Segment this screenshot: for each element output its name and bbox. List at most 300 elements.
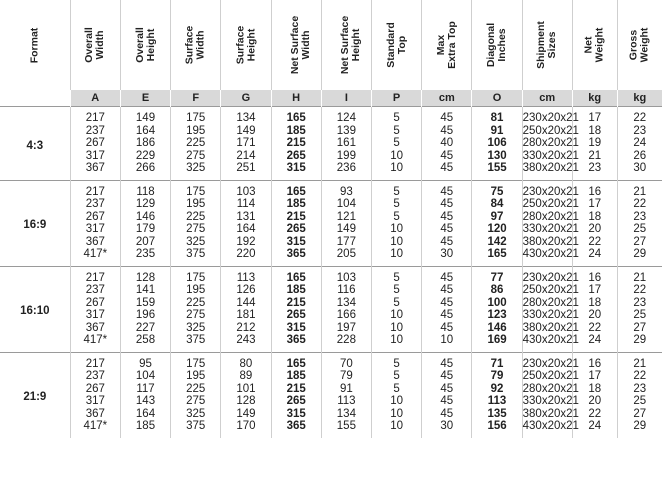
table-cell: 380x20x21 (522, 162, 572, 180)
table-cell: 118 (120, 180, 170, 198)
table-cell: 29 (617, 334, 662, 352)
table-cell: 177 (321, 236, 371, 249)
column-header-label: Diagonal Inches (485, 22, 509, 68)
table-cell: 197 (321, 322, 371, 335)
table-cell: 225 (171, 211, 221, 224)
format-label: 21:9 (23, 391, 47, 404)
table-cell: 101 (221, 383, 271, 396)
table-row (0, 408, 662, 421)
table-cell: 367 (70, 162, 120, 180)
table-cell: 165 (271, 180, 321, 198)
table-cell: 317 (70, 223, 120, 236)
column-unit-7: P (371, 90, 421, 107)
table-cell: 220 (221, 248, 271, 266)
table-cell: 45 (422, 107, 472, 125)
table-cell: 45 (422, 383, 472, 396)
table-cell: 10 (371, 322, 421, 335)
table-cell: 130 (472, 150, 522, 163)
table-cell: 185 (271, 284, 321, 297)
table-cell: 117 (120, 383, 170, 396)
table-cell: 27 (617, 236, 662, 249)
table-cell: 95 (120, 352, 170, 370)
table-cell: 159 (120, 297, 170, 310)
table-cell: 149 (221, 408, 271, 421)
table-cell: 18 (572, 297, 617, 310)
table-cell: 217 (70, 352, 120, 370)
table-cell: 317 (70, 395, 120, 408)
column-unit-11: kg (572, 90, 617, 107)
format-label: 16:10 (20, 305, 50, 318)
table-cell: 100 (472, 297, 522, 310)
table-cell: 237 (70, 125, 120, 138)
table-cell: 155 (472, 162, 522, 180)
table-cell: 143 (120, 395, 170, 408)
table-cell: 29 (617, 248, 662, 266)
table-cell: 243 (221, 334, 271, 352)
table-cell: 40 (422, 137, 472, 150)
table-cell: 134 (321, 408, 371, 421)
table-cell: 27 (617, 408, 662, 421)
column-header-10 (522, 0, 572, 90)
table-row (0, 236, 662, 249)
table-cell: 22 (617, 198, 662, 211)
table-cell: 380x20x21 (522, 407, 579, 420)
table-cell: 80 (221, 352, 271, 370)
table-cell: 135 (472, 408, 522, 421)
table-row (0, 297, 662, 310)
table-cell: 120 (472, 223, 522, 236)
format-label: 16:9 (23, 219, 47, 232)
table-cell: 164 (120, 125, 170, 138)
table-cell: 16 (572, 180, 617, 198)
column-unit-5: H (271, 90, 321, 107)
table-cell: 199 (321, 150, 371, 163)
table-cell: 267 (70, 297, 120, 310)
column-unit-1: A (70, 90, 120, 107)
table-cell: 23 (617, 383, 662, 396)
table-cell: 212 (221, 322, 271, 335)
table-cell: 250x20x21 (522, 198, 579, 210)
table-cell: 175 (171, 352, 221, 370)
table-cell: 103 (221, 180, 271, 198)
table-cell: 89 (221, 370, 271, 383)
column-unit-2: E (120, 90, 170, 107)
table-cell: 375 (171, 334, 221, 352)
table-cell: 23 (617, 211, 662, 224)
table-row (0, 322, 662, 335)
table-cell: 45 (422, 370, 472, 383)
table-cell: 365 (271, 334, 321, 352)
table-cell: 215 (271, 383, 321, 396)
table-row (0, 198, 662, 211)
table-cell: 45 (422, 309, 472, 322)
table-cell: 71 (472, 352, 522, 370)
table-cell: 195 (171, 370, 221, 383)
table-row (0, 125, 662, 138)
table-cell: 230x20x21 (522, 107, 572, 125)
table-cell: 217 (70, 266, 120, 284)
table-cell: 84 (472, 198, 522, 211)
table-cell: 5 (371, 266, 421, 284)
table-cell: 325 (171, 236, 221, 249)
table-cell: 207 (120, 236, 170, 249)
table-cell: 146 (472, 322, 522, 335)
table-cell: 175 (171, 180, 221, 198)
table-cell: 23 (572, 162, 617, 180)
table-cell: 16 (572, 352, 617, 370)
table-cell: 192 (221, 236, 271, 249)
table-cell: 45 (422, 395, 472, 408)
column-header-label: Gross Weight (627, 27, 651, 63)
table-row (0, 107, 662, 125)
table-cell: 375 (171, 248, 221, 266)
table-cell: 25 (617, 395, 662, 408)
table-cell: 18 (572, 125, 617, 138)
table-cell: 77 (472, 266, 522, 284)
table-cell: 10 (371, 236, 421, 249)
column-unit-8: cm (422, 90, 472, 107)
table-cell: 430x20x21 (522, 248, 572, 266)
table-cell: 149 (221, 125, 271, 138)
table-cell: 113 (321, 395, 371, 408)
column-header-label: Shipment Sizes (535, 21, 559, 69)
table-cell: 45 (422, 236, 472, 249)
table-cell: 139 (321, 125, 371, 138)
table-cell: 228 (321, 334, 371, 352)
table-cell: 5 (371, 211, 421, 224)
table-cell: 10 (371, 334, 421, 352)
table-cell: 104 (321, 198, 371, 211)
table-cell: 217 (70, 107, 120, 125)
table-cell: 181 (221, 309, 271, 322)
table-row (0, 420, 662, 438)
table-cell: 10 (371, 420, 421, 438)
table-cell: 185 (271, 370, 321, 383)
column-header-8 (422, 0, 472, 90)
table-cell: 5 (371, 180, 421, 198)
table-cell: 265 (271, 150, 321, 163)
table-cell: 17 (572, 198, 617, 211)
column-header-label: Surface Width (183, 25, 207, 65)
table-cell: 267 (70, 137, 120, 150)
table-cell: 134 (221, 107, 271, 125)
table-cell: 280x20x21 (522, 296, 579, 309)
table-cell: 126 (221, 284, 271, 297)
table-row (0, 334, 662, 352)
table-cell: 93 (321, 180, 371, 198)
table-cell: 275 (171, 309, 221, 322)
table-cell: 417* (70, 334, 120, 352)
table-cell: 22 (572, 408, 617, 421)
table-cell: 5 (371, 137, 421, 150)
table-cell: 20 (572, 223, 617, 236)
column-header-label: Overall Height (133, 27, 157, 63)
table-cell: 20 (572, 395, 617, 408)
table-cell: 258 (120, 334, 170, 352)
table-cell: 17 (572, 107, 617, 125)
table-cell: 5 (371, 198, 421, 211)
table-cell: 19 (572, 137, 617, 150)
table-row (0, 309, 662, 322)
table-cell: 325 (171, 322, 221, 335)
table-cell: 214 (221, 150, 271, 163)
table-cell: 185 (120, 420, 170, 438)
table-cell: 27 (617, 322, 662, 335)
table-cell: 365 (271, 420, 321, 438)
table-cell: 230x20x21 (522, 266, 572, 284)
table-cell: 317 (70, 309, 120, 322)
table-cell: 104 (120, 370, 170, 383)
table-cell: 113 (472, 395, 522, 408)
column-header-1 (70, 0, 120, 90)
column-unit-9: O (472, 90, 522, 107)
table-row (0, 284, 662, 297)
table-cell: 179 (120, 223, 170, 236)
table-row (0, 211, 662, 224)
table-cell: 215 (271, 137, 321, 150)
header-label-row (0, 0, 662, 90)
column-header-0 (0, 0, 70, 90)
table-cell: 5 (371, 370, 421, 383)
table-cell: 45 (422, 198, 472, 211)
column-header-label: Standard Top (384, 22, 408, 68)
table-cell: 17 (572, 284, 617, 297)
table-cell: 430x20x21 (522, 420, 572, 438)
table-cell: 22 (617, 284, 662, 297)
table-cell: 5 (371, 383, 421, 396)
table-cell: 146 (120, 211, 170, 224)
table-row (0, 370, 662, 383)
table-cell: 131 (221, 211, 271, 224)
table-cell: 10 (371, 395, 421, 408)
table-cell: 315 (271, 236, 321, 249)
table-cell: 5 (371, 107, 421, 125)
format-label: 4:3 (26, 139, 44, 152)
header-unit-row (0, 90, 662, 107)
table-cell: 164 (120, 408, 170, 421)
table-cell: 21 (617, 180, 662, 198)
column-header-3 (171, 0, 221, 90)
table-cell: 30 (422, 420, 472, 438)
table-cell: 10 (371, 408, 421, 421)
table-cell: 229 (120, 150, 170, 163)
column-header-label: Overall Width (83, 27, 107, 63)
table-cell: 22 (617, 370, 662, 383)
column-header-label: Net Surface Height (338, 15, 362, 75)
table-cell: 29 (617, 420, 662, 438)
format-group-16x9 (0, 180, 662, 266)
table-cell: 237 (70, 370, 120, 383)
table-cell: 22 (572, 236, 617, 249)
table-cell: 230x20x21 (522, 180, 572, 198)
table-cell: 45 (422, 211, 472, 224)
table-cell: 367 (70, 236, 120, 249)
table-cell: 267 (70, 211, 120, 224)
table-cell: 97 (472, 211, 522, 224)
table-cell: 267 (70, 383, 120, 396)
table-cell: 10 (422, 334, 472, 352)
table-cell: 86 (472, 284, 522, 297)
table-cell: 217 (70, 180, 120, 198)
column-header-2 (120, 0, 170, 90)
column-header-11 (572, 0, 617, 90)
table-cell: 23 (617, 297, 662, 310)
table-cell: 24 (572, 420, 617, 438)
table-cell: 106 (472, 137, 522, 150)
format-group-4x3 (0, 107, 662, 181)
table-cell: 275 (171, 223, 221, 236)
table-cell: 317 (70, 150, 120, 163)
table-header (0, 0, 662, 107)
table-cell: 430x20x21 (522, 334, 572, 352)
column-header-12 (617, 0, 662, 90)
table-cell: 375 (171, 420, 221, 438)
table-cell: 5 (371, 125, 421, 138)
table-cell: 165 (271, 352, 321, 370)
table-cell: 225 (171, 137, 221, 150)
table-cell: 142 (472, 236, 522, 249)
table-cell: 45 (422, 408, 472, 421)
table-cell: 91 (321, 383, 371, 396)
table-cell: 5 (371, 297, 421, 310)
table-cell: 230x20x21 (522, 352, 572, 370)
table-cell: 22 (572, 322, 617, 335)
table-cell: 417* (70, 248, 120, 266)
table-cell: 103 (321, 266, 371, 284)
table-cell: 121 (321, 211, 371, 224)
table-cell: 155 (321, 420, 371, 438)
table-cell: 380x20x21 (522, 321, 579, 334)
table-cell: 123 (472, 309, 522, 322)
table-cell: 25 (617, 223, 662, 236)
table-cell: 315 (271, 408, 321, 421)
table-cell: 45 (422, 223, 472, 236)
table-cell: 45 (422, 125, 472, 138)
table-cell: 45 (422, 322, 472, 335)
column-header-label: Surface Height (233, 25, 257, 65)
table-row (0, 180, 662, 198)
table-cell: 195 (171, 284, 221, 297)
table-cell: 75 (472, 180, 522, 198)
table-cell: 195 (171, 198, 221, 211)
table-cell: 170 (221, 420, 271, 438)
table-cell: 169 (472, 334, 522, 352)
table-cell: 149 (120, 107, 170, 125)
table-cell: 237 (70, 198, 120, 211)
table-cell: 227 (120, 322, 170, 335)
column-header-7 (371, 0, 421, 90)
table-cell: 166 (321, 309, 371, 322)
column-header-9 (472, 0, 522, 90)
table-cell: 215 (271, 211, 321, 224)
table-cell: 250x20x21 (522, 124, 579, 137)
table-cell: 113 (221, 266, 271, 284)
table-cell: 275 (171, 395, 221, 408)
column-header-6 (321, 0, 371, 90)
table-cell: 225 (171, 297, 221, 310)
column-header-5 (271, 0, 321, 90)
table-cell: 45 (422, 162, 472, 180)
column-unit-3: F (171, 90, 221, 107)
column-header-4 (221, 0, 271, 90)
table-cell: 237 (70, 284, 120, 297)
table-cell: 21 (572, 150, 617, 163)
table-cell: 30 (617, 162, 662, 180)
table-cell: 22 (617, 107, 662, 125)
table-cell: 18 (572, 383, 617, 396)
table-cell: 30 (422, 248, 472, 266)
table-cell: 26 (617, 150, 662, 163)
table-cell: 18 (572, 211, 617, 224)
table-cell: 92 (472, 383, 522, 396)
table-cell: 128 (221, 395, 271, 408)
table-cell: 10 (371, 309, 421, 322)
table-cell: 205 (321, 248, 371, 266)
table-cell: 330x20x21 (522, 223, 579, 235)
table-cell: 21 (617, 352, 662, 370)
table-cell: 79 (472, 370, 522, 383)
table-cell: 114 (221, 198, 271, 211)
table-cell: 10 (371, 162, 421, 180)
table-cell: 165 (472, 248, 522, 266)
table-row (0, 162, 662, 180)
table-cell: 250x20x21 (522, 284, 579, 296)
table-cell: 185 (271, 125, 321, 138)
table-cell: 235 (120, 248, 170, 266)
table-cell: 25 (617, 309, 662, 322)
table-cell: 266 (120, 162, 170, 180)
table-cell: 134 (321, 297, 371, 310)
table-cell: 45 (422, 150, 472, 163)
table-cell: 380x20x21 (522, 235, 579, 248)
column-unit-6: I (321, 90, 371, 107)
table-cell: 20 (572, 309, 617, 322)
table-cell: 156 (472, 420, 522, 438)
table-cell: 161 (321, 137, 371, 150)
table-cell: 215 (271, 297, 321, 310)
table-cell: 24 (572, 334, 617, 352)
table-row (0, 137, 662, 150)
table-cell: 141 (120, 284, 170, 297)
table-cell: 165 (271, 107, 321, 125)
table-cell: 265 (271, 395, 321, 408)
table-cell: 91 (472, 125, 522, 138)
table-cell: 265 (271, 223, 321, 236)
table-cell: 315 (271, 162, 321, 180)
table-cell: 45 (422, 297, 472, 310)
table-row (0, 150, 662, 163)
table-cell: 81 (472, 107, 522, 125)
column-unit-10: cm (522, 90, 572, 107)
table-cell: 280x20x21 (522, 210, 579, 223)
table-cell: 367 (70, 408, 120, 421)
table-cell: 45 (422, 352, 472, 370)
column-unit-0 (0, 90, 70, 107)
table-row (0, 266, 662, 284)
table-cell: 417* (70, 420, 120, 438)
table-cell: 165 (271, 266, 321, 284)
table-cell: 330x20x21 (522, 309, 579, 321)
column-header-label: Format (28, 27, 41, 64)
table-row (0, 395, 662, 408)
table-cell: 23 (617, 125, 662, 138)
table-cell: 250x20x21 (522, 370, 579, 382)
table-cell: 175 (171, 266, 221, 284)
table-cell: 79 (321, 370, 371, 383)
table-cell: 144 (221, 297, 271, 310)
table-cell: 330x20x21 (522, 395, 579, 407)
table-cell: 17 (572, 370, 617, 383)
